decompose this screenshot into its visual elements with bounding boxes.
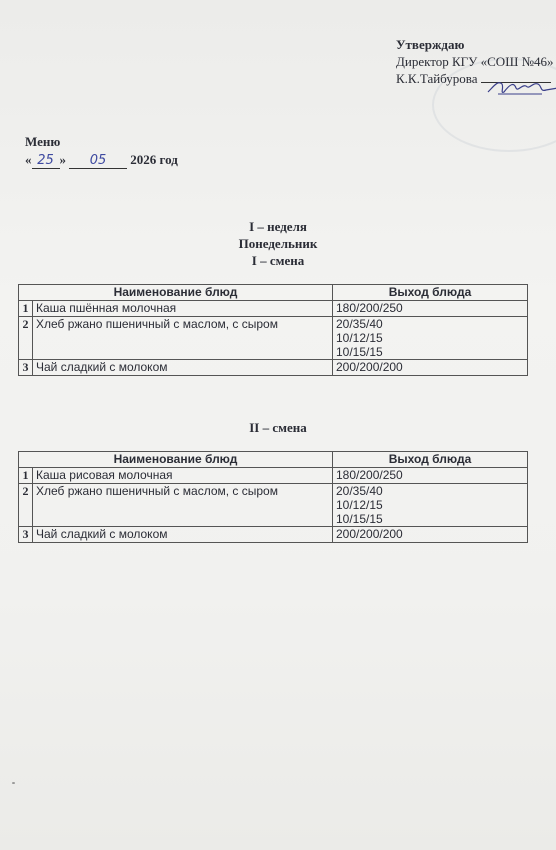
dish-name: Хлеб ржано пшеничный с маслом, с сыром: [33, 317, 333, 360]
output-line: 10/12/15: [336, 498, 383, 512]
table-row: [19, 527, 528, 543]
row-number: 2: [19, 484, 33, 527]
day-heading: Понедельник: [238, 236, 318, 251]
row-number: 3: [19, 527, 33, 543]
dish-name: Хлеб ржано пшеничный с маслом, с сыром: [33, 484, 333, 527]
date-day: 25: [37, 153, 54, 168]
dish-header: Наименование блюд: [19, 452, 333, 468]
table-header-row: [19, 452, 528, 468]
menu-date: [25, 152, 178, 169]
signature-mark: [484, 74, 556, 104]
table-row: [19, 468, 528, 484]
dish-output: 180/200/250: [333, 468, 528, 484]
dish-output-multi: [333, 317, 528, 360]
table-header-row: [19, 285, 528, 301]
dish-output-multi: [333, 484, 528, 527]
dish-name: Каша рисовая молочная: [33, 468, 333, 484]
shift2-heading: II – смена: [249, 420, 307, 435]
dish-header: Наименование блюд: [19, 285, 333, 301]
approval-name: К.К.Тайбурова: [396, 71, 478, 86]
table-row: [19, 360, 528, 376]
approval-position: Директор КГУ «СОШ №46»: [396, 54, 554, 69]
row-number: 2: [19, 317, 33, 360]
dish-name: Каша пшённая молочная: [33, 301, 333, 317]
date-open-quote: «: [25, 152, 32, 167]
table-row: [19, 484, 528, 527]
output-header: Выход блюда: [333, 285, 528, 301]
dish-output: 180/200/250: [333, 301, 528, 317]
paper-speck: [12, 782, 15, 784]
row-number: 1: [19, 301, 33, 317]
row-number: 1: [19, 468, 33, 484]
date-year: 2026 год: [130, 152, 178, 167]
output-header: Выход блюда: [333, 452, 528, 468]
week-heading: I – неделя: [249, 219, 307, 234]
output-line: 20/35/40: [336, 317, 383, 331]
approval-title: Утверждаю: [396, 37, 465, 52]
table-row: [19, 301, 528, 317]
row-number: 3: [19, 360, 33, 376]
output-line: 10/12/15: [336, 331, 383, 345]
output-line: 10/15/15: [336, 345, 383, 359]
dish-name: Чай сладкий с молоком: [33, 360, 333, 376]
menu-title: Меню: [25, 134, 61, 149]
output-line: 20/35/40: [336, 484, 383, 498]
dish-output: 200/200/200: [333, 527, 528, 543]
shift2-table: [18, 451, 528, 543]
dish-output: 200/200/200: [333, 360, 528, 376]
output-line: 10/15/15: [336, 512, 383, 526]
date-close-quote: »: [59, 152, 66, 167]
shift1-table: [18, 284, 528, 376]
section-headings: [0, 218, 556, 269]
shift1-heading: I – смена: [251, 253, 305, 268]
dish-name: Чай сладкий с молоком: [33, 527, 333, 543]
table-row: [19, 317, 528, 360]
date-month: 05: [89, 153, 107, 168]
